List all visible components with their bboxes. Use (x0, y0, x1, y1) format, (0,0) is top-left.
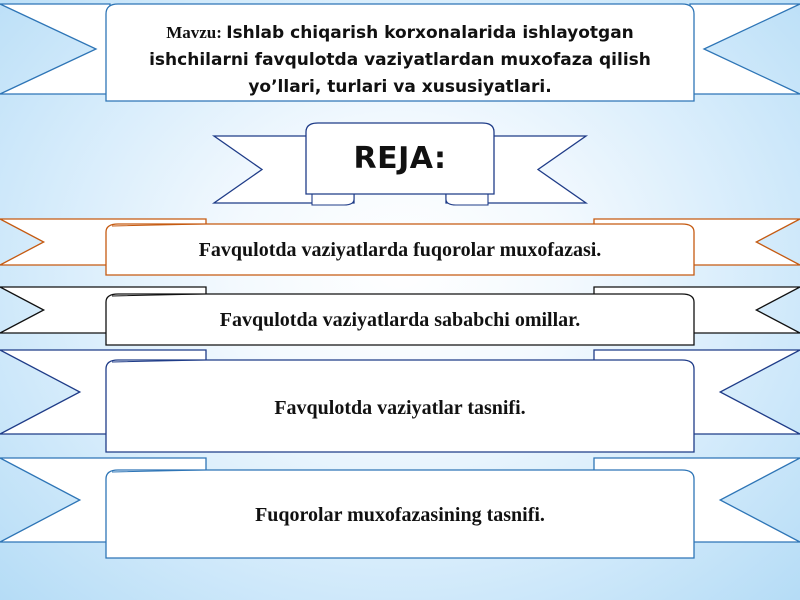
plan-heading: REJA: (353, 140, 447, 176)
topic-prefix: Mavzu: (166, 23, 227, 42)
plan-item-1: Favqulotda vaziyatlarda fuqorolar muxofazasi. (198, 238, 602, 261)
topic-text: Ishlab chiqarish korxonalarida ishlayotgan ishchilarni favqulotda vaziyatlardan muxofaza qilish yo’llari, turlari va xususiyatlari. (149, 23, 651, 97)
plan-item-3: Favqulotda vaziyatlar tasnifi. (274, 396, 526, 419)
plan-item-2: Favqulotda vaziyatlarda sababchi omillar. (219, 308, 581, 331)
topic-title (108, 6, 692, 100)
plan-item-4: Fuqorolar muxofazasining tasnifi. (255, 503, 545, 526)
